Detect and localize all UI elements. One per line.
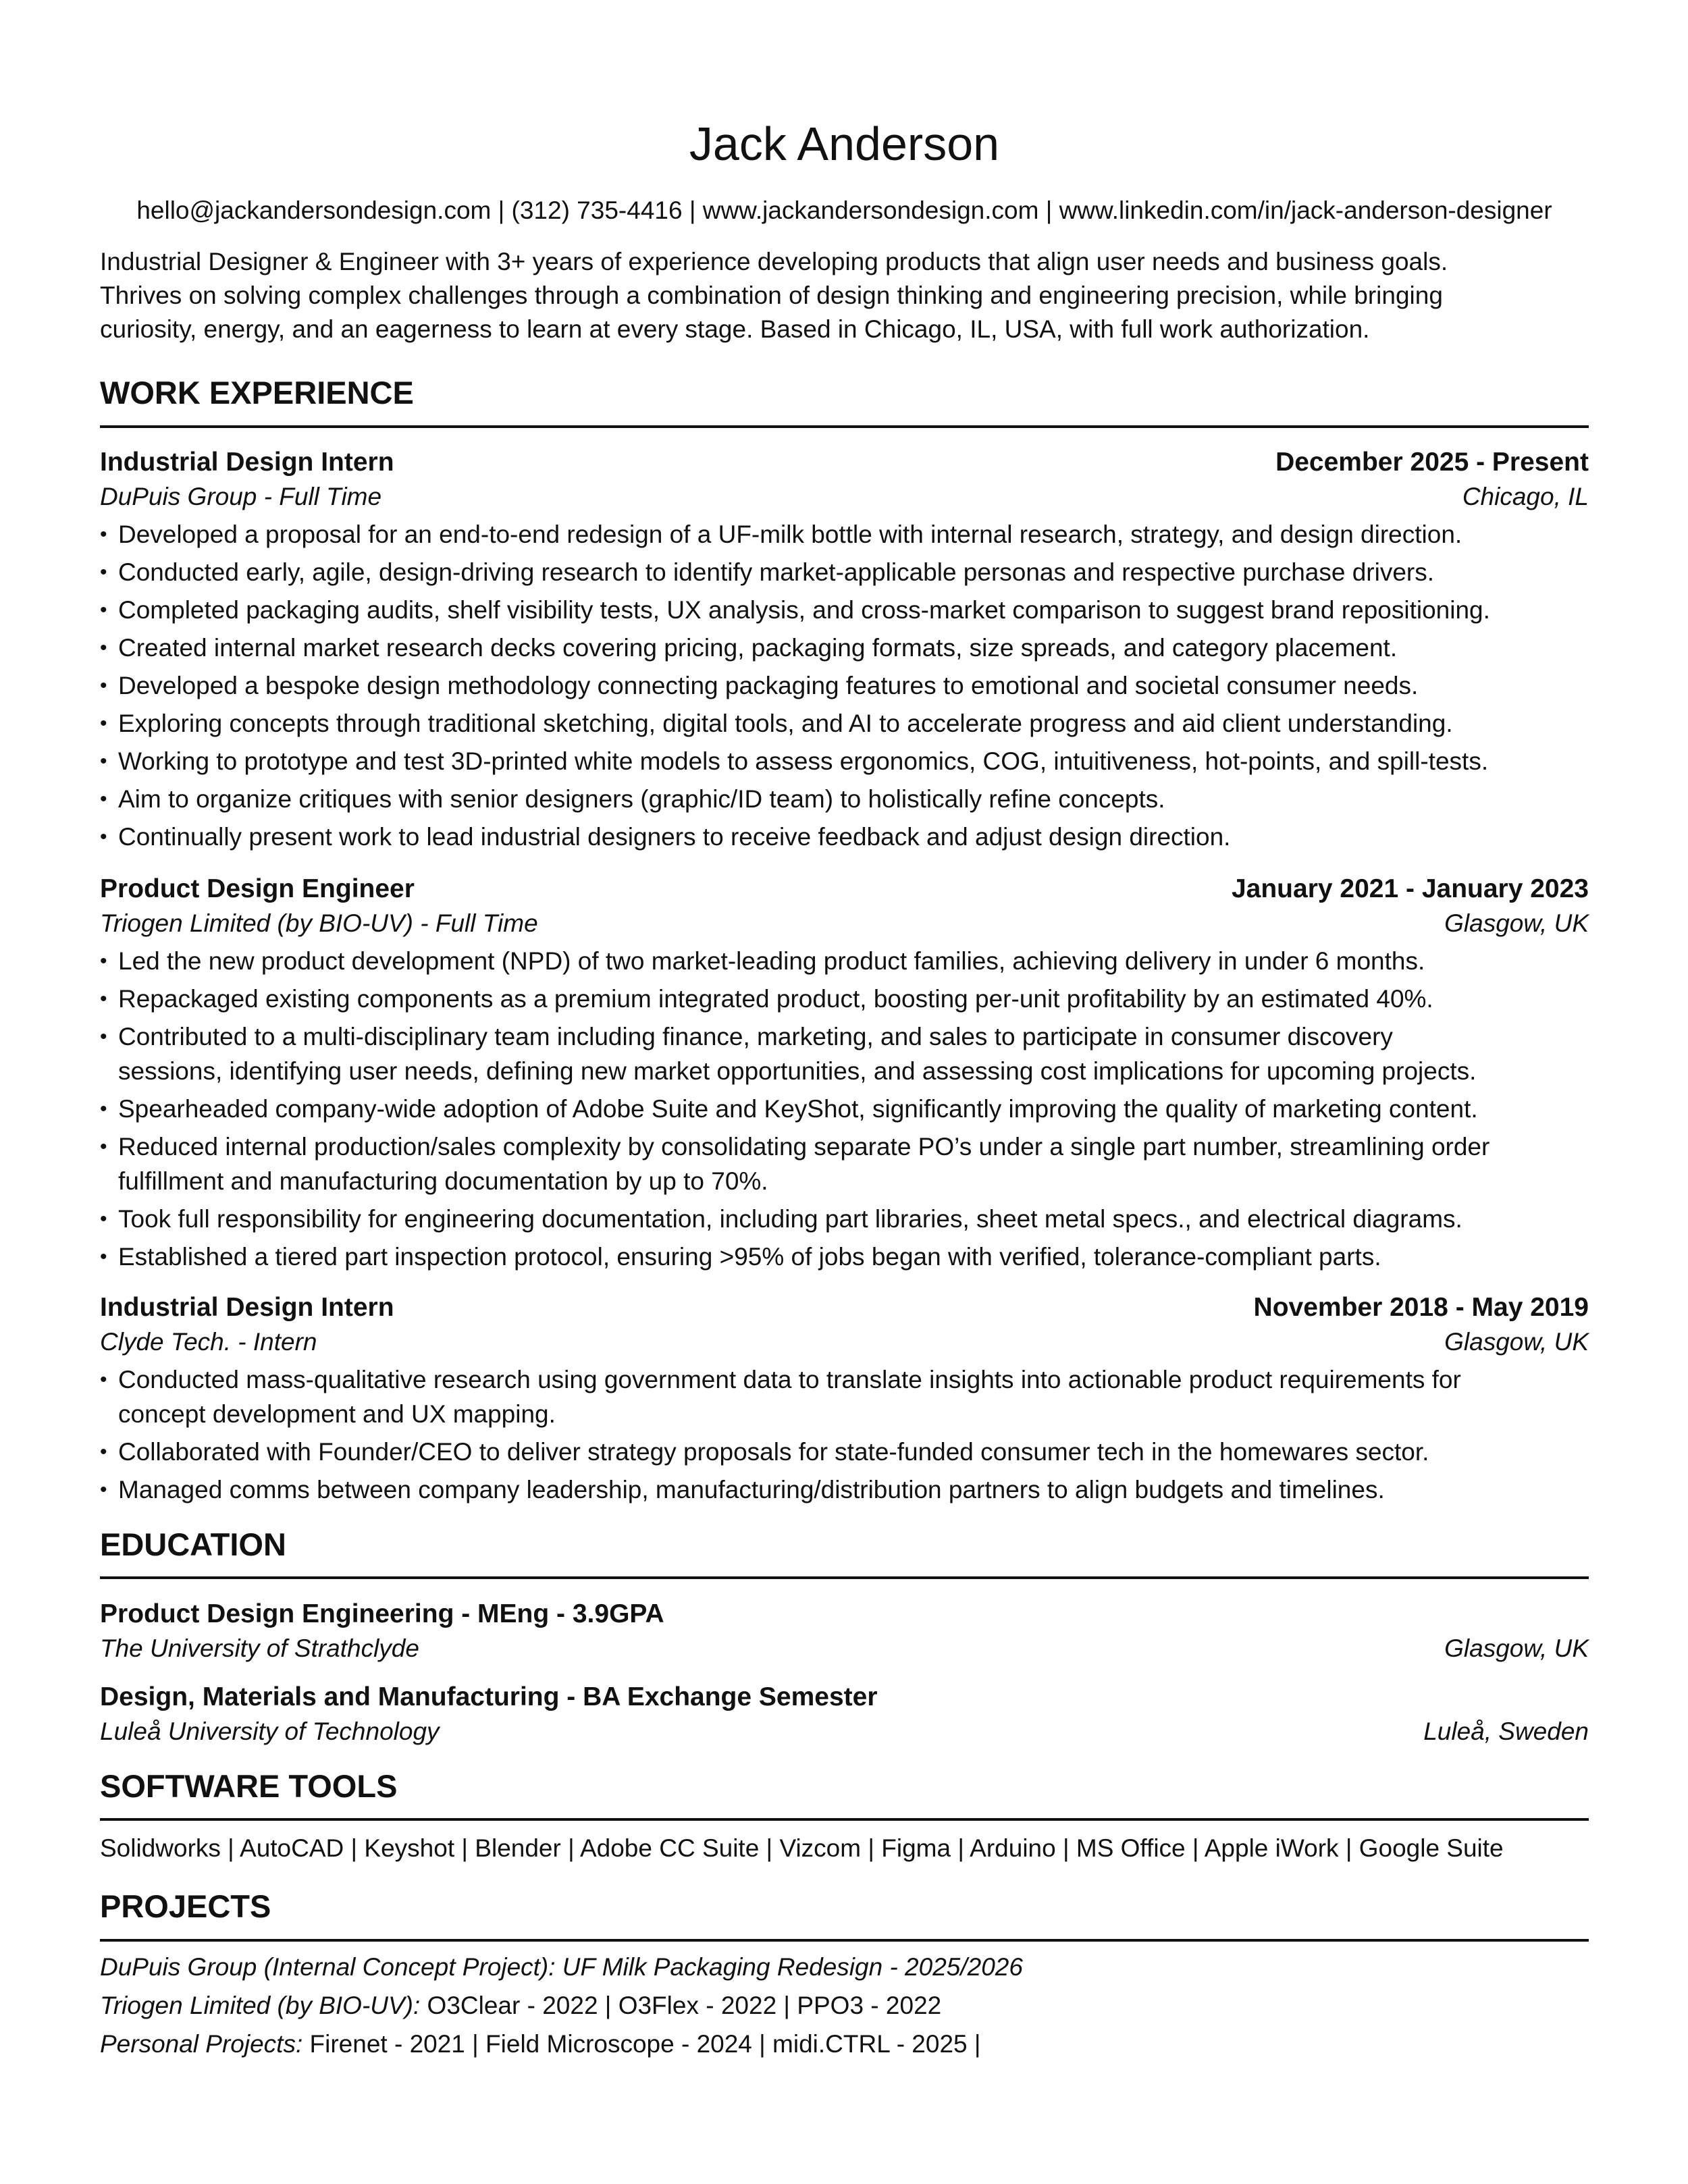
summary [100, 245, 1589, 346]
job-dates: November 2018 - May 2019 [1253, 1293, 1589, 1322]
project-text: O3Clear - 2022 | O3Flex - 2022 | PPO3 - 2022 [420, 1992, 942, 2019]
job-header [100, 446, 1589, 479]
job-header [100, 872, 1589, 906]
job-location: Chicago, IL [1462, 483, 1589, 510]
job-dates: December 2025 - Present [1275, 448, 1589, 477]
bullet-item: • Completed packaging audits, shelf visibility tests, UX analysis, and cross-market comparison to suggest brand repositioning. [100, 593, 1589, 627]
bullet-item: • Contributed to a multi-disciplinary team including finance, marketing, and sales to participate in consumer discovery sessions, identifying user needs, defining new market opportunities, and assessing cost implications for upcoming projects. [100, 1019, 1589, 1088]
section-title-software: SOFTWARE TOOLS [100, 1768, 398, 1804]
job-role: Industrial Design Intern [100, 448, 394, 477]
bullet-item: • Collaborated with Founder/CEO to deliver strategy proposals for state-funded consumer tech in the homewares sector. [100, 1435, 1589, 1469]
education-subheader [100, 1632, 1589, 1666]
job-location: Glasgow, UK [1444, 909, 1589, 937]
bullet-item: • Reduced internal production/sales complexity by consolidating separate PO’s under a single part number, streamlining order fulfillment and manufacturing documentation by up to 70%. [100, 1129, 1589, 1198]
bullet-item: • Aim to organize critiques with senior designers (graphic/ID team) to holistically refine concepts. [100, 782, 1589, 816]
job-subheader [100, 1325, 1589, 1359]
bullet-item: • Spearheaded company-wide adoption of Adobe Suite and KeyShot, significantly improving the quality of marketing content. [100, 1092, 1589, 1126]
bullet-item: • Created internal market research decks covering pricing, packaging formats, size spreads, and category placement. [100, 631, 1589, 665]
education-location: Luleå, Sweden [1423, 1717, 1589, 1745]
job-company: Clyde Tech. - Intern [100, 1328, 317, 1356]
section-divider [100, 1818, 1589, 1821]
job-header [100, 1291, 1589, 1325]
project-line [100, 1989, 1589, 2023]
job-bullets [100, 1362, 1589, 1510]
section-divider [100, 1576, 1589, 1579]
resume-name: Jack Anderson [689, 117, 1000, 170]
software-list: Solidworks | AutoCAD | Keyshot | Blender | Adobe CC Suite | Vizcom | Figma | Arduino | MS Office | Apple iWork | Google Suite [100, 1834, 1504, 1862]
project-label: DuPuis Group (Internal Concept Project): [100, 1953, 556, 1981]
job-company: Triogen Limited (by BIO-UV) - Full Time [100, 909, 538, 937]
project-line [100, 1950, 1589, 1984]
education-header [100, 1680, 1589, 1714]
section-title-projects: PROJECTS [100, 1888, 271, 1924]
bullet-item: • Repackaged existing components as a premium integrated product, boosting per-unit profitability by an estimated 40%. [100, 982, 1589, 1016]
section-title-work: WORK EXPERIENCE [100, 375, 414, 410]
education-school: Luleå University of Technology [100, 1717, 440, 1745]
summary-line: curiosity, energy, and an eagerness to learn at every stage. Based in Chicago, IL, USA, with full work authorization. [100, 315, 1370, 343]
bullet-item: • Conducted mass-qualitative research using government data to translate insights into actionable product requirements for concept development and UX mapping. [100, 1362, 1589, 1431]
job-subheader [100, 480, 1589, 514]
bullet-item: • Established a tiered part inspection protocol, ensuring >95% of jobs began with verified, tolerance-compliant parts. [100, 1240, 1589, 1274]
bullet-item: • Exploring concepts through traditional sketching, digital tools, and AI to accelerate progress and aid client understanding. [100, 706, 1589, 741]
summary-line: Thrives on solving complex challenges through a combination of design thinking and engineering precision, while bringing [100, 282, 1443, 309]
job-role: Product Design Engineer [100, 874, 415, 903]
project-label: Personal Projects: [100, 2030, 303, 2058]
project-label: Triogen Limited (by BIO-UV): [100, 1992, 421, 2019]
job-dates: January 2021 - January 2023 [1231, 874, 1589, 903]
job-company: DuPuis Group - Full Time [100, 483, 382, 510]
section-divider [100, 425, 1589, 428]
job-bullets [100, 944, 1589, 1277]
education-degree: Product Design Engineering - MEng - 3.9GPA [100, 1599, 664, 1628]
project-line [100, 2027, 1589, 2061]
bullet-item: • Developed a bespoke design methodology connecting packaging features to emotional and societal consumer needs. [100, 668, 1589, 703]
bullet-item: • Took full responsibility for engineering documentation, including part libraries, sheet metal specs., and electrical diagrams. [100, 1202, 1589, 1236]
job-location: Glasgow, UK [1444, 1328, 1589, 1356]
section-divider [100, 1939, 1589, 1942]
section-title-education: EDUCATION [100, 1526, 286, 1562]
education-school: The University of Strathclyde [100, 1634, 419, 1662]
project-text: Firenet - 2021 | Field Microscope - 2024 | midi.CTRL - 2025 | [302, 2030, 981, 2058]
bullet-item: • Led the new product development (NPD) of two market-leading product families, achieving delivery in under 6 months. [100, 944, 1589, 978]
education-header [100, 1597, 1589, 1631]
bullet-item: • Developed a proposal for an end-to-end redesign of a UF-milk bottle with internal research, strategy, and design direction. [100, 517, 1589, 552]
bullet-item: • Conducted early, agile, design-driving research to identify market-applicable personas and respective purchase drivers. [100, 555, 1589, 589]
job-role: Industrial Design Intern [100, 1293, 394, 1322]
education-degree: Design, Materials and Manufacturing - BA Exchange Semester [100, 1682, 878, 1711]
contact-line: hello@jackandersondesign.com | (312) 735-4416 | www.jackandersondesign.com | www.linkedin.com/in/jack-anderson-designer [136, 196, 1552, 224]
project-text: UF Milk Packaging Redesign - 2025/2026 [555, 1953, 1023, 1981]
bullet-item: • Working to prototype and test 3D-printed white models to assess ergonomics, COG, intuitiveness, hot-points, and spill-tests. [100, 744, 1589, 778]
summary-line: Industrial Designer & Engineer with 3+ years of experience developing products that align user needs and business goals. [100, 248, 1448, 275]
education-subheader [100, 1715, 1589, 1749]
bullet-item: • Continually present work to lead industrial designers to receive feedback and adjust design direction. [100, 820, 1589, 854]
bullet-item: • Managed comms between company leadership, manufacturing/distribution partners to align budgets and timelines. [100, 1472, 1589, 1507]
job-subheader [100, 907, 1589, 940]
job-bullets [100, 517, 1589, 857]
education-location: Glasgow, UK [1444, 1634, 1589, 1662]
